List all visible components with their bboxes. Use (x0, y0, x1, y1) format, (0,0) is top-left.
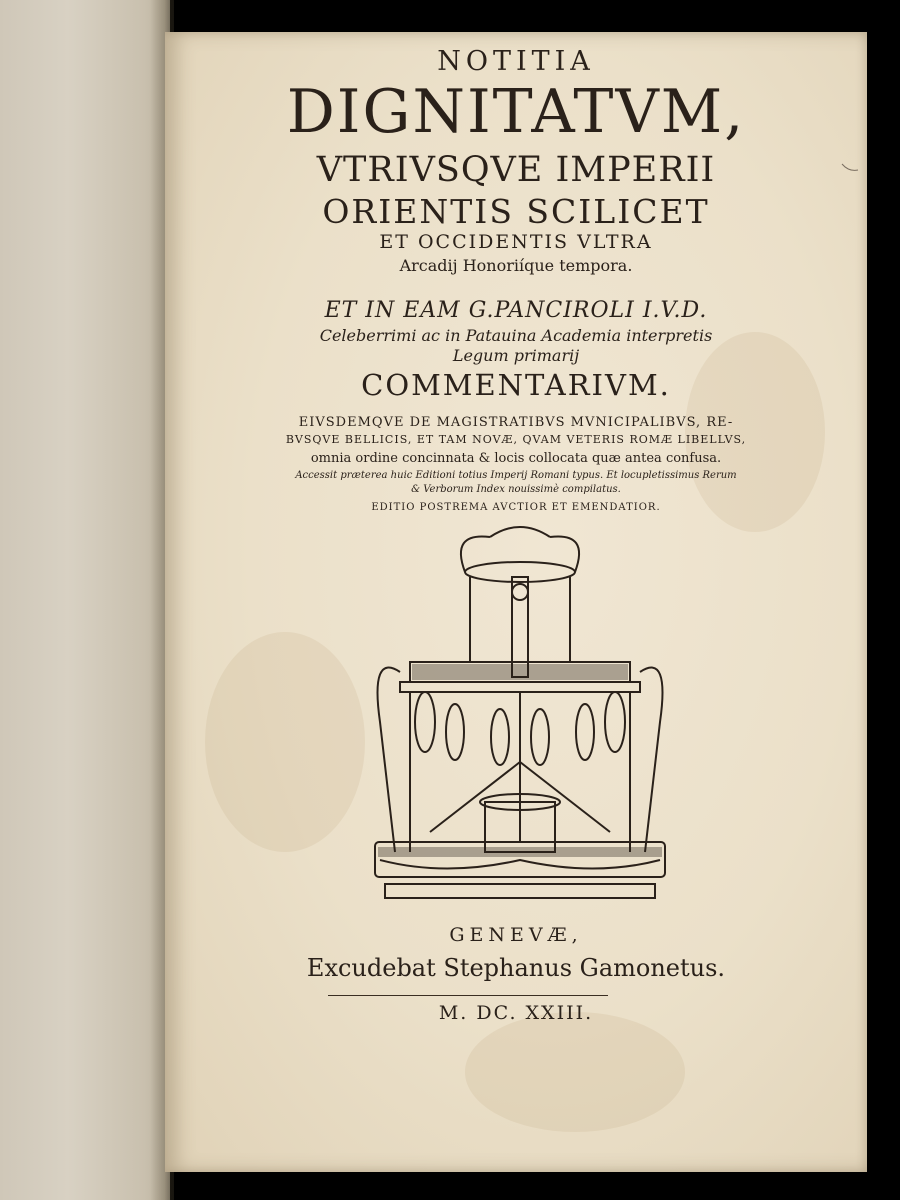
title-line-dignitatum: DIGNITATVM, (286, 77, 746, 147)
fountain-woodcut-image (370, 522, 670, 912)
title-line-occidentis: ET OCCIDENTIS VLTRA (379, 231, 653, 253)
subtitle-line-1: EIVSDEMQVE DE MAGISTRATIBVS MVNICIPALIBVS, RE- (298, 415, 734, 430)
accessit-line-1: Accessit præterea huic Editioni totius Imperij Romani typus. Et locupletissimus Rerum (295, 470, 737, 481)
title-page (165, 32, 867, 1172)
title-line-notitia: NOTITIA (437, 46, 595, 77)
title-line-utriusque: VTRIVSQVE IMPERII (316, 150, 716, 190)
subtitle-line-3: omnia ordine concinnata & locis collocata quæ antea confusa. (310, 451, 722, 466)
left-flyleaf (0, 0, 170, 1200)
imprint-year: M. DC. XXIII. (438, 1002, 594, 1024)
accessit-line-2: & Verborum Index nouissimè compilatus. (411, 484, 621, 495)
imprint-place: GENEVÆ, (449, 924, 583, 946)
edition-statement: EDITIO POSTREMA AVCTIOR ET EMENDATIOR. (371, 502, 661, 513)
author-line: ET IN EAM G.PANCIROLI I.V.D. (324, 298, 708, 323)
pencil-mark-icon (841, 162, 859, 172)
author-title: Legum primarij (452, 346, 580, 365)
commentarium-heading: COMMENTARIVM. (361, 368, 671, 402)
title-line-orientis: ORIENTIS SCILICET (322, 192, 710, 231)
imprint-printer: Excudebat Stephanus Gamonetus. (306, 954, 726, 982)
title-line-arcadij: Arcadij Honoriíque tempora. (399, 256, 633, 275)
imprint-rule (328, 995, 608, 996)
author-description: Celeberrimi ac in Patauina Academia interpretis (319, 326, 713, 345)
subtitle-line-2: BVSQVE BELLICIS, ET TAM NOVÆ, QVAM VETERIS ROMÆ LIBELLVS, (285, 433, 747, 446)
